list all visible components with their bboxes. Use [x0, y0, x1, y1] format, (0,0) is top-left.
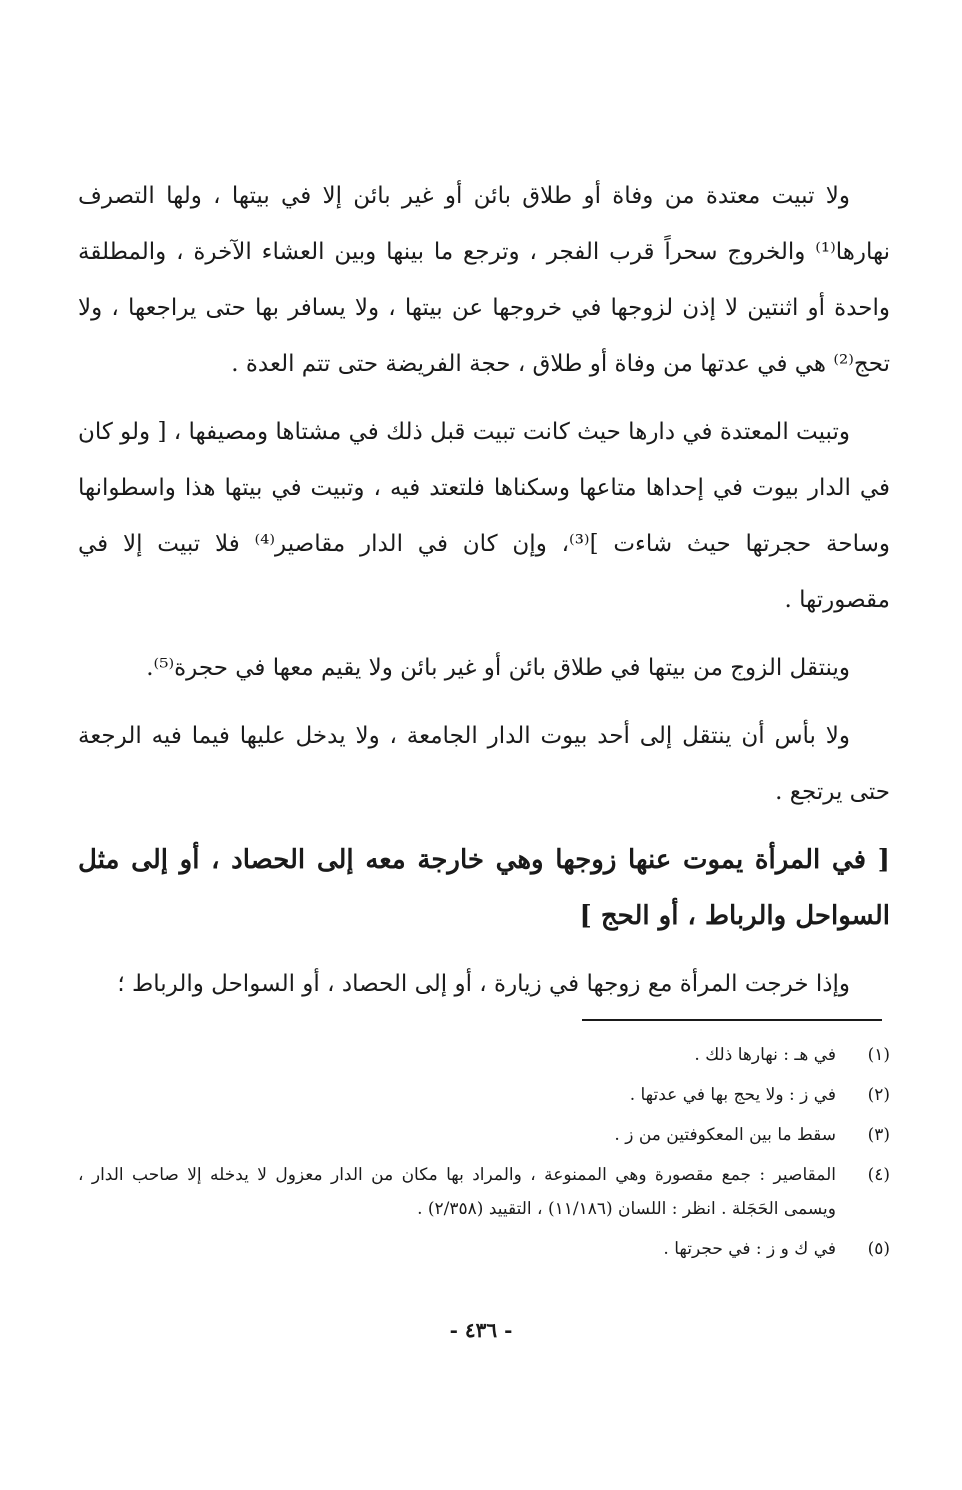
- footnote-text: سقط ما بين المعكوفتين من ز .: [614, 1125, 836, 1145]
- paragraph: ولا بأس أن ينتقل إلى أحد بيوت الدار الجامعة ، ولا يدخل عليها فيما فيه الرجعة حتى يرتجع .: [78, 723, 890, 805]
- paragraph: ولا تبيت معتدة من وفاة أو طلاق بائن أو غير بائن إلا في بيتها ، ولها التصرف نهارها⁽¹⁾ والخروج سحراً قرب الفجر ، وترجع ما بينها وبين العشاء الآخرة ، والمطلقة واحدة أو اثنتين لا إذن لزوجها في خروجها عن بيتها ، ولا يسافر بها حتى يراجعها ، ولا تحج⁽²⁾ هي في عدتها من وفاة أو طلاق ، حجة الفريضة حتى تتم العدة .: [78, 183, 890, 377]
- footnote-text: المقاصير : جمع مقصورة وهي الممنوعة ، والمراد بها مكان من الدار معزول لا يدخله إلا صاحب الدار ، ويسمى الحَجَلة . انظر : اللسان (١١/١٨٦) ، التقييد (٢/٣٥٨) .: [78, 1165, 836, 1219]
- footnote: [78, 1158, 890, 1226]
- page-number: - ٤٣٦ -: [449, 1318, 513, 1342]
- footnote-number: (٥): [867, 1239, 890, 1259]
- paragraph: وإذا خرجت المرأة مع زوجها في زيارة ، أو إلى الحصاد ، أو السواحل والرباط ؛: [117, 971, 850, 997]
- footnote-text: في هـ : نهارها ذلك .: [694, 1045, 836, 1065]
- paragraph: وينتقل الزوج من بيتها في طلاق بائن أو غير بائن ولا يقيم معها في حجرة⁽⁵⁾.: [146, 655, 850, 681]
- footnotes: [78, 1038, 890, 1272]
- footnote-text: في ك و ز : في حجرتها .: [663, 1239, 836, 1259]
- footnote-text: في ز : ولا يحج بها في عدتها .: [629, 1085, 836, 1105]
- footnote: [78, 1078, 890, 1112]
- footnote-number: (٢): [867, 1085, 890, 1105]
- footnote: [78, 1118, 890, 1152]
- paragraph: وتبيت المعتدة في دارها حيث كانت تبيت قبل ذلك في مشتاها ومصيفها ، [ ولو كان في الدار بيوت في إحداها متاعها وسكناها فلتعتد فيه ، وتبيت في بيتها هذا واسطوانها وساحة حجرتها حيث شاءت ]⁽³⁾، وإن كان في الدار مقاصير⁽⁴⁾ فلا تبيت إلا في مقصورتها .: [78, 419, 890, 613]
- footnote-number: (٣): [867, 1125, 890, 1145]
- main-text: [78, 168, 890, 1024]
- footnote: [78, 1232, 890, 1266]
- footnote-divider: [582, 1019, 882, 1021]
- footnote-number: (١): [867, 1045, 890, 1065]
- footnote: [78, 1038, 890, 1072]
- section-heading: [ في المرأة يموت عنها زوجها وهي خارجة معه إلى الحصاد ، أو إلى مثل السواحل والرباط ، أو الحج ]: [78, 845, 890, 931]
- footnote-number: (٤): [867, 1165, 890, 1185]
